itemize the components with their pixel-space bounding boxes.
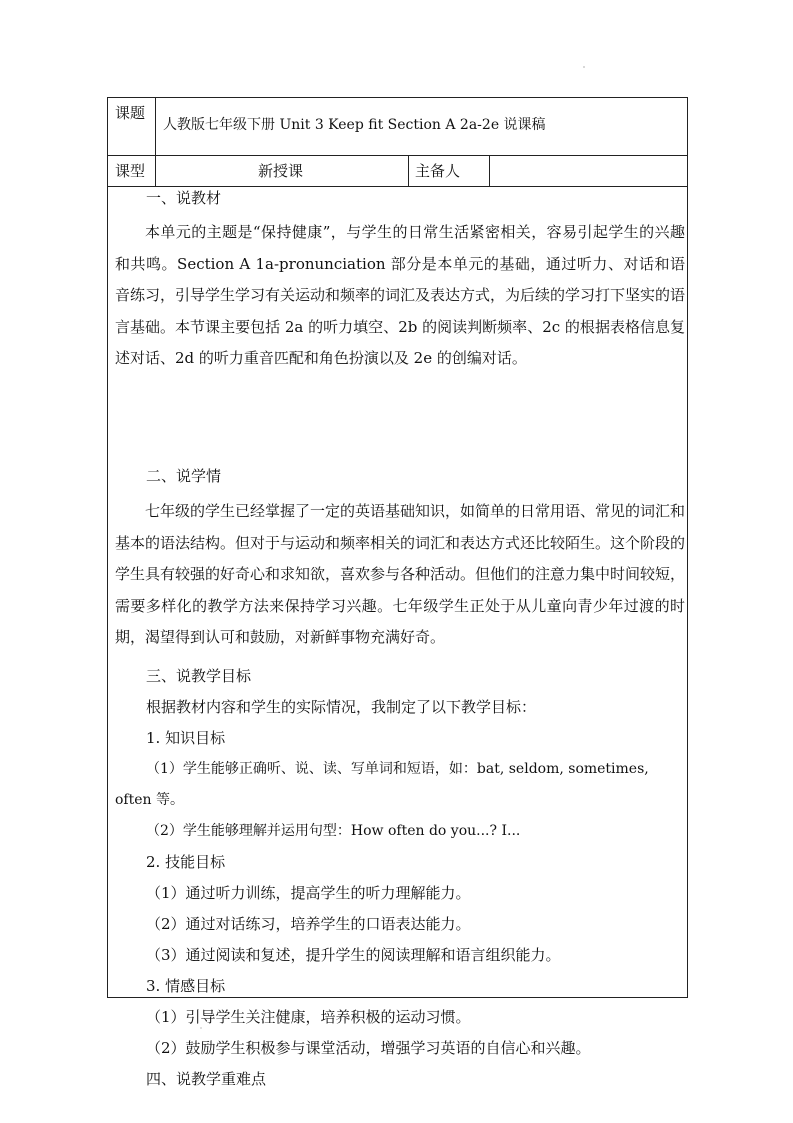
goal-heading: 1. 知识目标	[146, 729, 226, 747]
goal-item: （1）通过听力训练，提高学生的听力理解能力。	[146, 884, 471, 902]
lesson-type-value: 新授课	[258, 162, 304, 180]
goal-item: （2）通过对话练习，培养学生的口语表达能力。	[146, 915, 471, 933]
topic-label: 课题	[115, 104, 146, 122]
goal-item: （2）学生能够理解并运用句型：How often do you...? I...	[146, 823, 521, 839]
goal-item: （3）通过阅读和复述，提升学生的阅读理解和语言组织能力。	[146, 946, 561, 964]
section-heading: 二、说学情	[146, 467, 222, 485]
goal-item-continued: often 等。	[115, 792, 184, 808]
goal-heading: 3. 情感目标	[146, 977, 226, 995]
goals-intro: 根据教材内容和学生的实际情况，我制定了以下教学目标：	[146, 698, 537, 716]
column-divider	[408, 156, 409, 186]
type-row	[108, 156, 687, 187]
column-divider	[155, 156, 156, 186]
lesson-plan-table	[107, 97, 688, 1088]
goal-item: （1）学生能够正确听、说、读、写单词和短语，如：bat, seldom, sometimes,	[146, 761, 649, 777]
lesson-title: 人教版七年级下册 Unit 3 Keep fit Section A 2a-2e 说课稿	[163, 117, 546, 133]
goal-item: （1）引导学生关注健康，培养积极的运动习惯。	[146, 1008, 471, 1026]
section-heading: 四、说教学重难点	[146, 1070, 267, 1088]
section-paragraph: 本单元的主题是“保持健康”，与学生的日常生活紧密相关，容易引起学生的兴趣和共鸣。Section A 1a-pronunciation 部分是本单元的基础，通过听力、对话和语音练习，引导学生学习有关运动和频率的词汇及表达方式，为后续的学习打下坚实的语言基础。本节课主要包括 2a 的听力填空、2b 的阅读判断频率、2c 的根据表格信息复述对话、2d 的听力重音匹配和角色扮演以及 2e 的创编对话。	[115, 223, 686, 367]
goal-heading: 2. 技能目标	[146, 853, 226, 871]
type-label: 课型	[115, 162, 146, 180]
section-paragraph: 七年级的学生已经掌握了一定的英语基础知识，如简单的日常用语、常见的词汇和基本的语法结构。但对于与运动和频率相关的词汇和表达方式还比较陌生。这个阶段的学生具有较强的好奇心和求知欲，喜欢参与各种活动。但他们的注意力集中时间较短，需要多样化的教学方法来保持学习兴趣。七年级学生正处于从儿童向青少年过渡的时期，渴望得到认可和鼓励，对新鲜事物充满好奇。	[115, 502, 686, 646]
column-divider	[489, 156, 490, 186]
preparer-label: 主备人	[415, 162, 461, 180]
lesson-content	[108, 187, 687, 1088]
section-heading: 三、说教学目标	[146, 667, 252, 685]
column-divider	[155, 98, 156, 155]
title-row	[108, 98, 687, 156]
page-mark-top	[583, 66, 585, 68]
section-heading: 一、说教材	[146, 189, 222, 207]
page-mark-bottom	[200, 1027, 202, 1029]
goal-item: （2）鼓励学生积极参与课堂活动，增强学习英语的自信心和兴趣。	[146, 1039, 591, 1057]
